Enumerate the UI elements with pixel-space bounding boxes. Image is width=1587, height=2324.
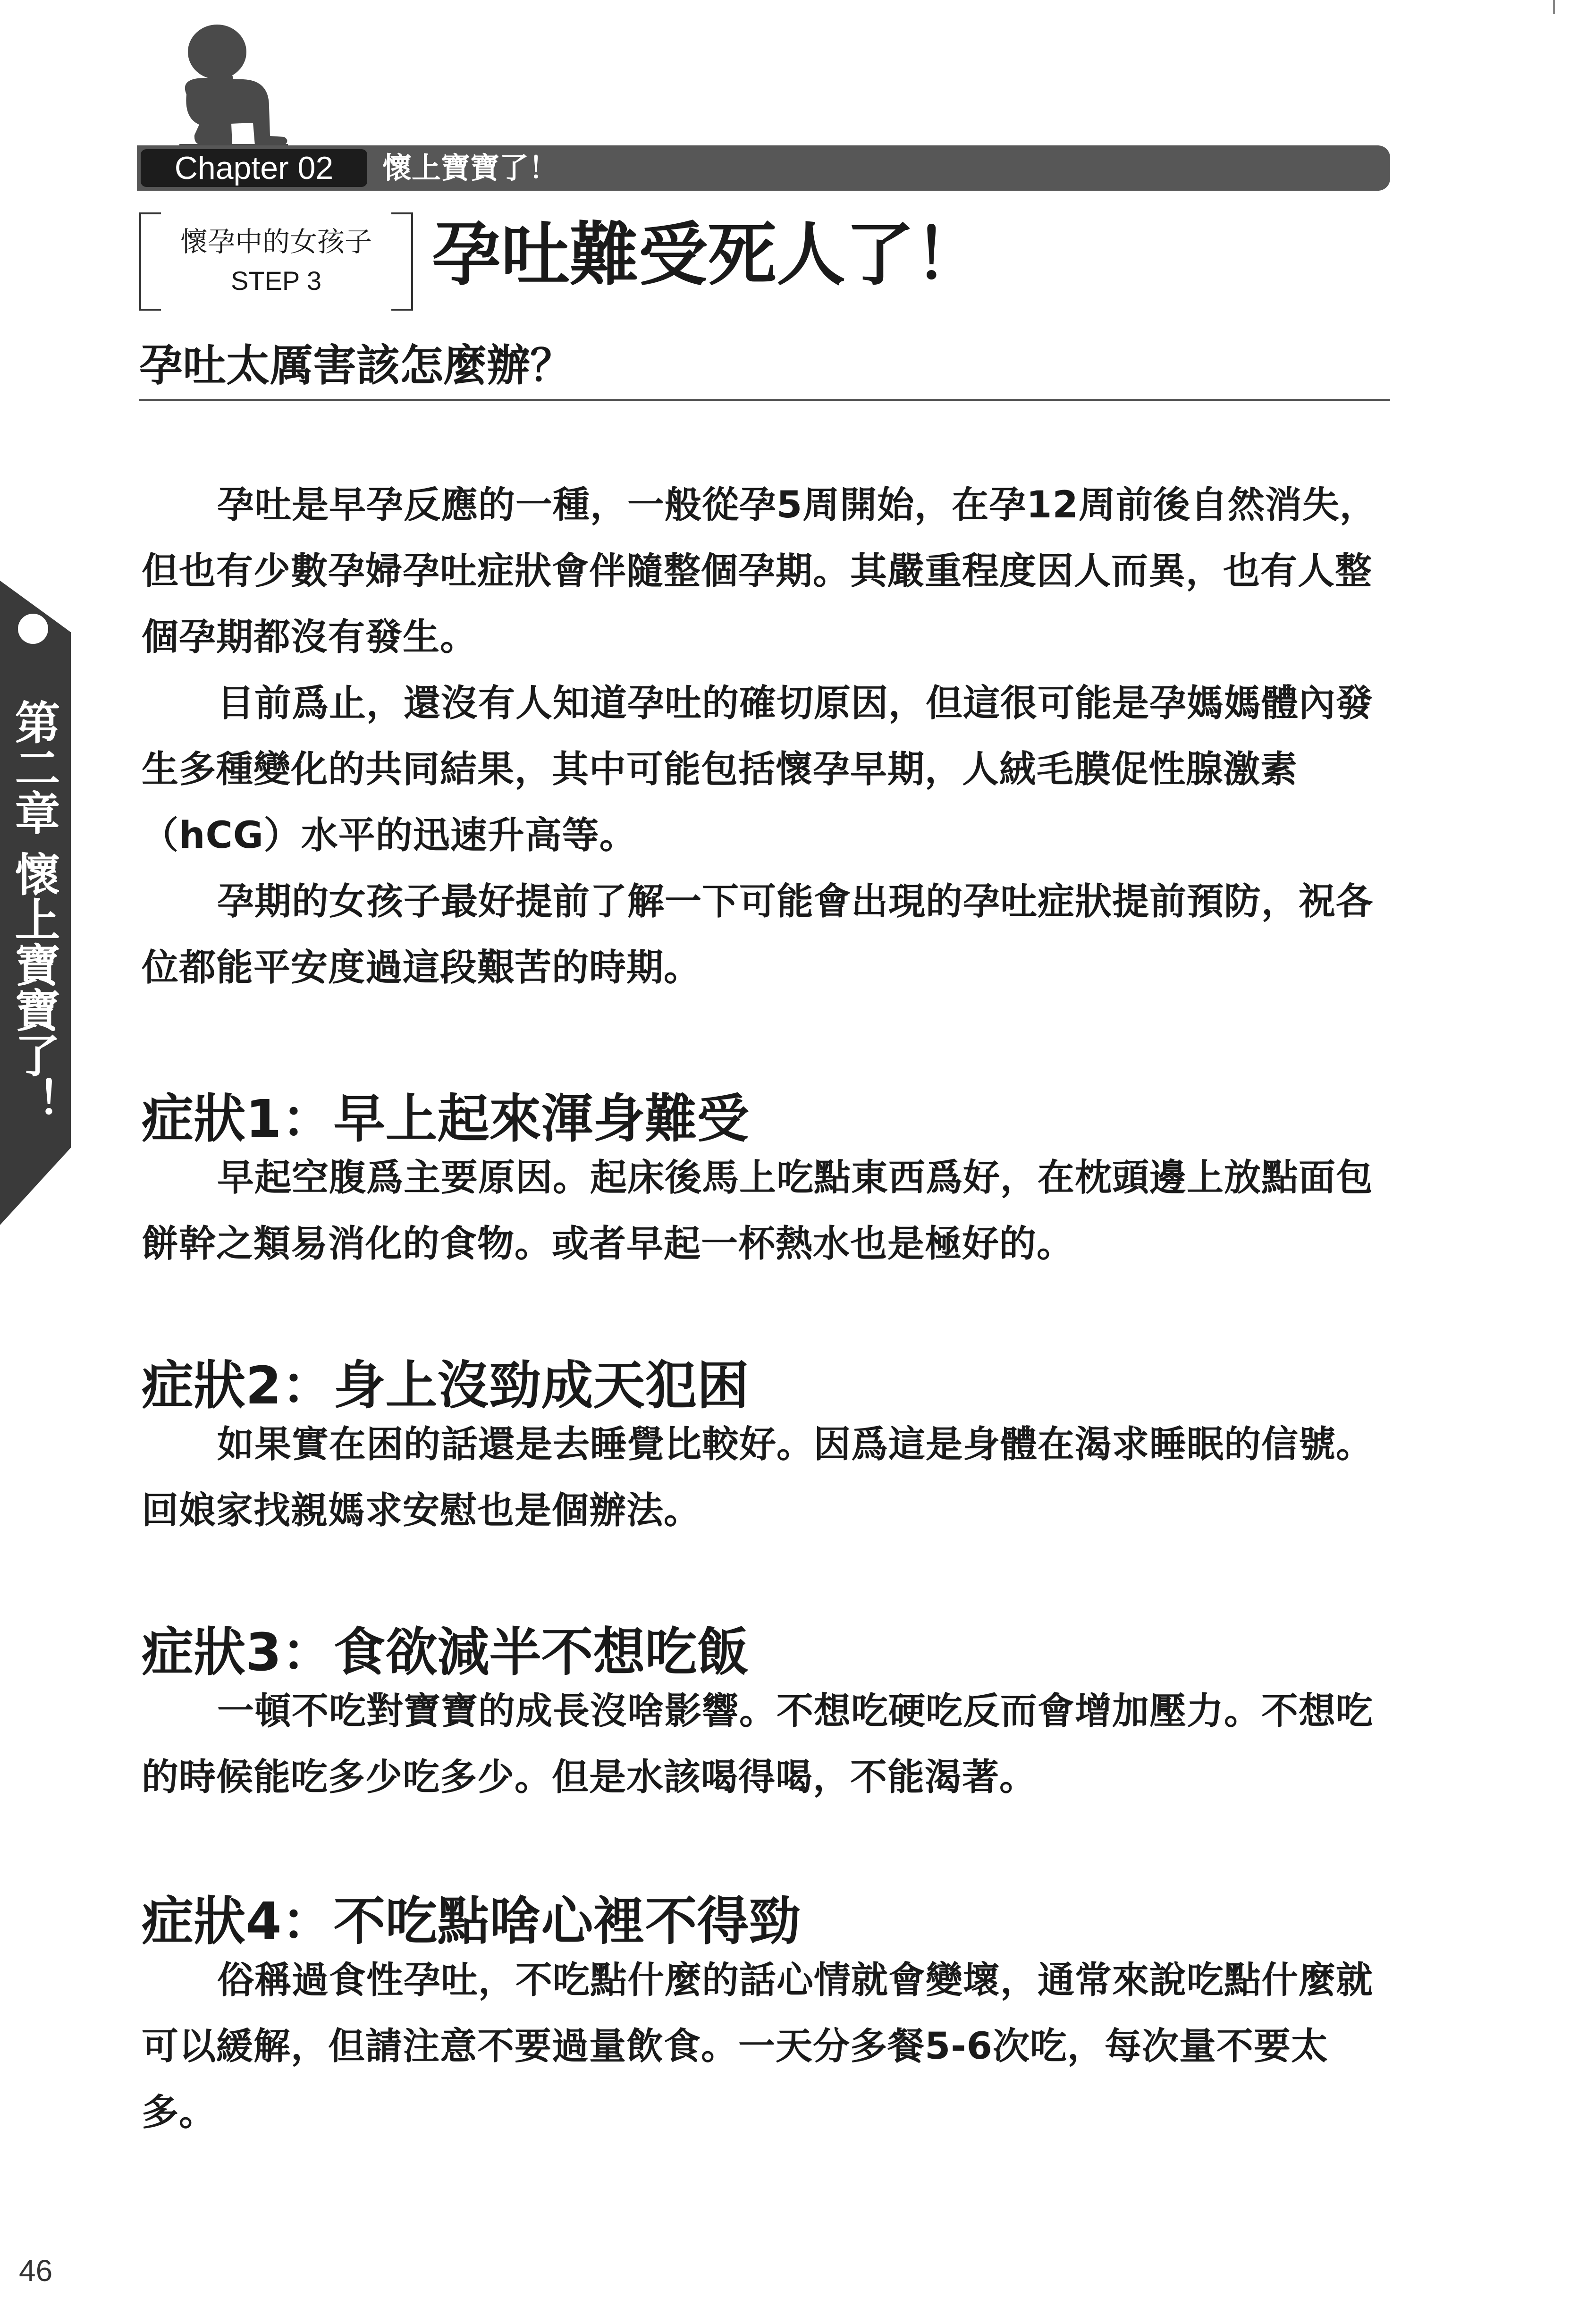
page-title: 孕吐難受死人了！ (432, 215, 983, 295)
chapter-label: Chapter 02 (141, 149, 367, 187)
scan-edge-mark (1553, 0, 1555, 14)
step-box (139, 212, 413, 307)
chapter-title: 懷上寶寶了！ (382, 151, 558, 185)
symptom-body: 一頓不吃對寶寶的成長沒啥影響。不想吃硬吃反而會增加壓力。不想吃的時候能吃多少吃多少。但是水該喝得喝，不能渴著。 (142, 1690, 1374, 1799)
symptom-body: 早起空腹爲主要原因。起床後馬上吃點東西爲好，在枕頭邊上放點面包餅幹之類易消化的食物。或者早起一杯熱水也是極好的。 (142, 1157, 1374, 1265)
intro-paragraph: 目前爲止，還沒有人知道孕吐的確切原因，但這很可能是孕媽媽體內發生多種變化的共同結果，其中可能包括懷孕早期，人絨毛膜促性腺激素（hCG）水平的迅速升高等。 (142, 682, 1374, 857)
step-number: STEP 3 (231, 266, 321, 296)
symptom-body: 如果實在困的話還是去睡覺比較好。因爲這是身體在渴求睡眠的信號。回娘家找親媽求安慰也是個辦法。 (142, 1423, 1374, 1532)
intro-paragraph: 孕期的女孩子最好提前了解一下可能會出現的孕吐症狀提前預防，祝各位都能平安度過這段艱苦的時期。 (142, 880, 1374, 989)
symptom-title: 症狀3：食欲減半不想吃飯 (142, 1622, 749, 1682)
baby-silhouette-icon (160, 24, 293, 151)
symptom-title: 症狀1：早上起來渾身難受 (142, 1089, 749, 1149)
symptom-body: 俗稱過食性孕吐，不吃點什麼的話心情就會變壞，通常來說吃點什麼就可以緩解，但請注意不要過量飲食。一天分多餐5-6次吃，每次量不要太多。 (142, 1959, 1374, 2134)
symptom-title: 症狀4：不吃點啥心裡不得勁 (142, 1891, 801, 1952)
page-number: 46 (19, 2254, 53, 2288)
bullet-dot-icon (18, 614, 48, 644)
section-divider (139, 399, 1390, 401)
symptom-title: 症狀2：身上沒勁成天犯困 (142, 1355, 749, 1416)
section-heading: 孕吐太厲害該怎麼辦？ (139, 340, 574, 391)
side-chapter-label: 第二章 懷上寶寶了！ (8, 699, 60, 1123)
intro-paragraph: 孕吐是早孕反應的一種，一般從孕5周開始，在孕12周前後自然消失，但也有少數孕婦孕吐症狀會伴隨整個孕期。其嚴重程度因人而異，也有人整個孕期都沒有發生。 (142, 484, 1377, 659)
step-subtitle: 懷孕中的女孩子 (180, 226, 372, 258)
